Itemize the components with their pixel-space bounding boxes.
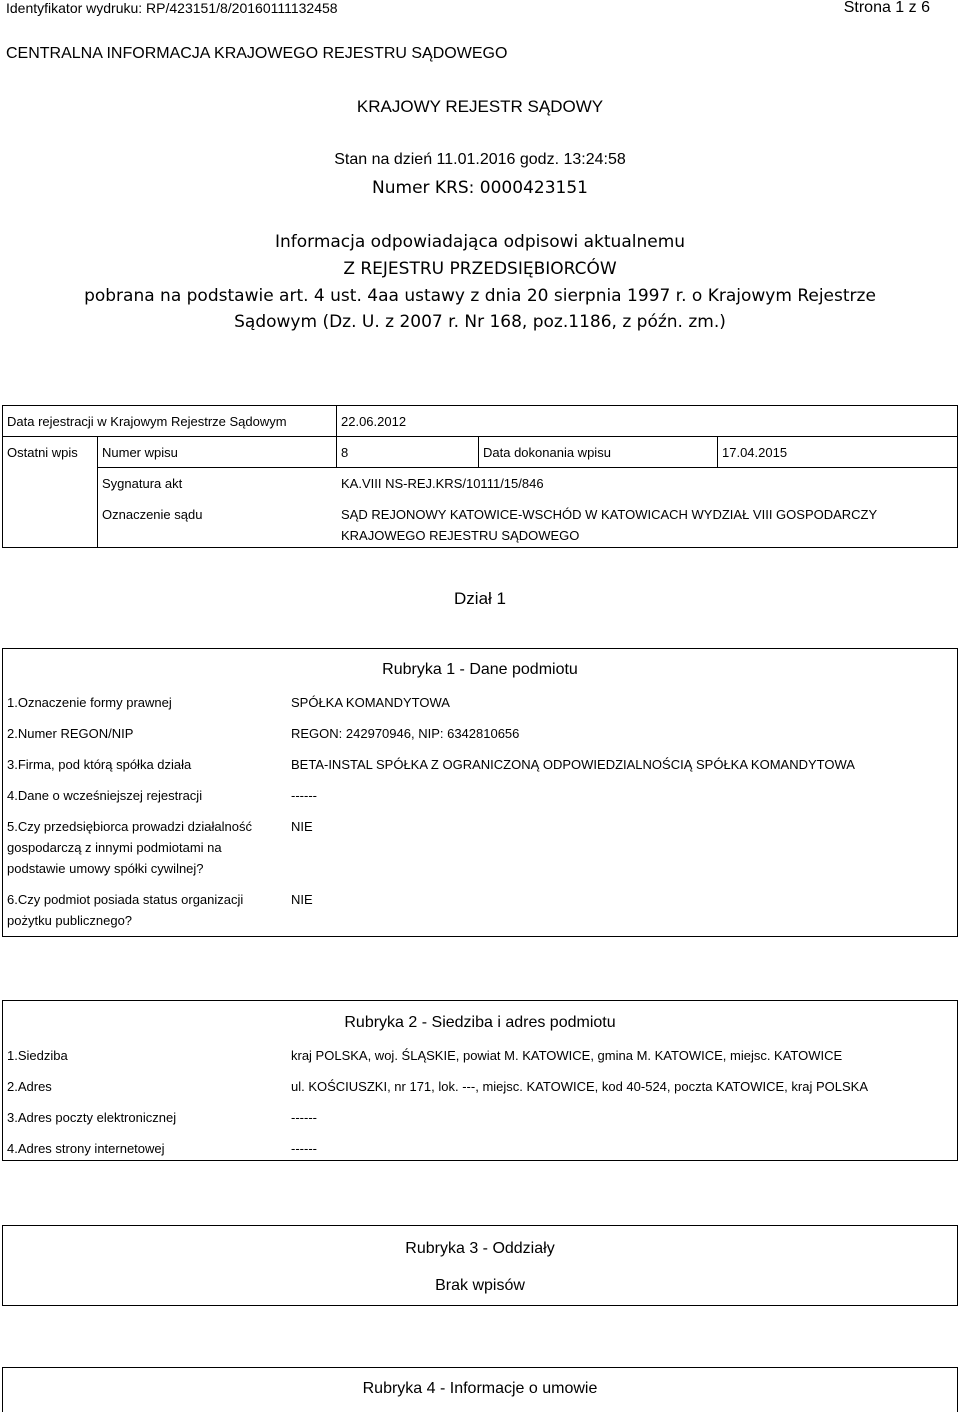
rubric-1-value: NIE [291,819,313,834]
rubric-3-title: Rubryka 3 - Oddziały [405,1240,555,1257]
rubric-1-label: 6.Czy podmiot posiada status organizacji pożytku publicznego? [7,892,244,928]
print-identifier: Identyfikator wydruku: RP/423151/8/20160111132458 [6,0,338,16]
legal-line-2: Sądowym (Dz. U. z 2007 r. Nr 168, poz.1186, z późn. zm.) [234,312,726,332]
org-name: CENTRALNA INFORMACJA KRAJOWEGO REJESTRU SĄDOWEGO [6,45,508,62]
signature-value: KA.VIII NS-REJ.KRS/10111/15/846 [341,476,544,491]
legal-line-1: pobrana na podstawie art. 4 ust. 4aa ustawy z dnia 20 sierpnia 1997 r. o Krajowym Rejestrze [84,286,876,306]
registration-date-label: Data rejestracji w Krajowym Rejestrze Sądowym [7,414,287,429]
info-line-2: Z REJESTRU PRZEDSIĘBIORCÓW [343,259,617,279]
last-entry-label: Ostatni wpis [7,445,78,460]
rubric-2-value: ------ [291,1141,317,1156]
registration-date-value: 22.06.2012 [341,414,407,429]
rubric-1-title: Rubryka 1 - Dane podmiotu [382,661,578,678]
court-label: Oznaczenie sądu [102,507,203,522]
info-line-1: Informacja odpowiadająca odpisowi aktualnemu [274,232,686,252]
rubric-1-value: BETA-INSTAL SPÓŁKA Z OGRANICZONĄ ODPOWIEDZIALNOŚCIĄ SPÓŁKA KOMANDYTOWA [291,757,855,772]
rubric-3-empty: Brak wpisów [435,1277,525,1294]
page-number: Strona 1 z 6 [843,0,930,16]
rubric-1-label: 2.Numer REGON/NIP [7,726,134,741]
section-title: Dział 1 [454,589,506,608]
rubric-1-label: 3.Firma, pod którą spółka działa [7,757,192,772]
krs-number: Numer KRS: 0000423151 [372,178,588,198]
rubric-2-label: 2.Adres [7,1079,52,1094]
divider [336,405,337,467]
rubric-1-value: SPÓŁKA KOMANDYTOWA [291,695,450,710]
rubric-2-label: 1.Siedziba [7,1048,68,1063]
rubric-2-label: 3.Adres poczty elektronicznej [7,1110,177,1125]
state-date: Stan na dzień 11.01.2016 godz. 13:24:58 [334,151,626,168]
rubric-1-label: 4.Dane o wcześniejszej rejestracji [7,788,203,803]
rubric-4-title: Rubryka 4 - Informacje o umowie [362,1380,598,1397]
signature-label: Sygnatura akt [102,476,183,491]
rubric-1-label: 1.Oznaczenie formy prawnej [7,695,172,710]
entry-date-value: 17.04.2015 [722,445,788,460]
divider [97,436,98,548]
divider [2,436,958,437]
divider [478,436,479,467]
rubric-2-value: kraj POLSKA, woj. ŚLĄSKIE, powiat M. KATOWICE, gmina M. KATOWICE, miejsc. KATOWICE [291,1048,843,1063]
rubric-2-value: ------ [291,1110,317,1125]
rubric-2-label: 4.Adres strony internetowej [7,1141,165,1156]
rubric-1-value: REGON: 242970946, NIP: 6342810656 [291,726,520,741]
entry-number-value: 8 [341,445,349,460]
divider [97,467,958,468]
rubric-1-value: NIE [291,892,313,907]
rubric-2-value: ul. KOŚCIUSZKI, nr 171, lok. ---, miejsc. KATOWICE, kod 40-524, poczta KATOWICE, kraj POLSKA [291,1079,868,1094]
entry-number-label: Numer wpisu [102,445,178,460]
registry-name: KRAJOWY REJESTR SĄDOWY [356,97,604,116]
rubric-1-value: ------ [291,788,317,803]
rubric-2-title: Rubryka 2 - Siedziba i adres podmiotu [344,1014,616,1031]
entry-date-label: Data dokonania wpisu [483,445,611,460]
court-value: SĄD REJONOWY KATOWICE-WSCHÓD W KATOWICACH WYDZIAŁ VIII GOSPODARCZY KRAJOWEGO REJESTRU SĄDOWEGO [341,507,877,543]
rubric-1-label: 5.Czy przedsiębiorca prowadzi działalność gospodarczą z innymi podmiotami na podstawie umowy spółki cywilnej? [7,819,252,876]
divider [717,436,718,467]
